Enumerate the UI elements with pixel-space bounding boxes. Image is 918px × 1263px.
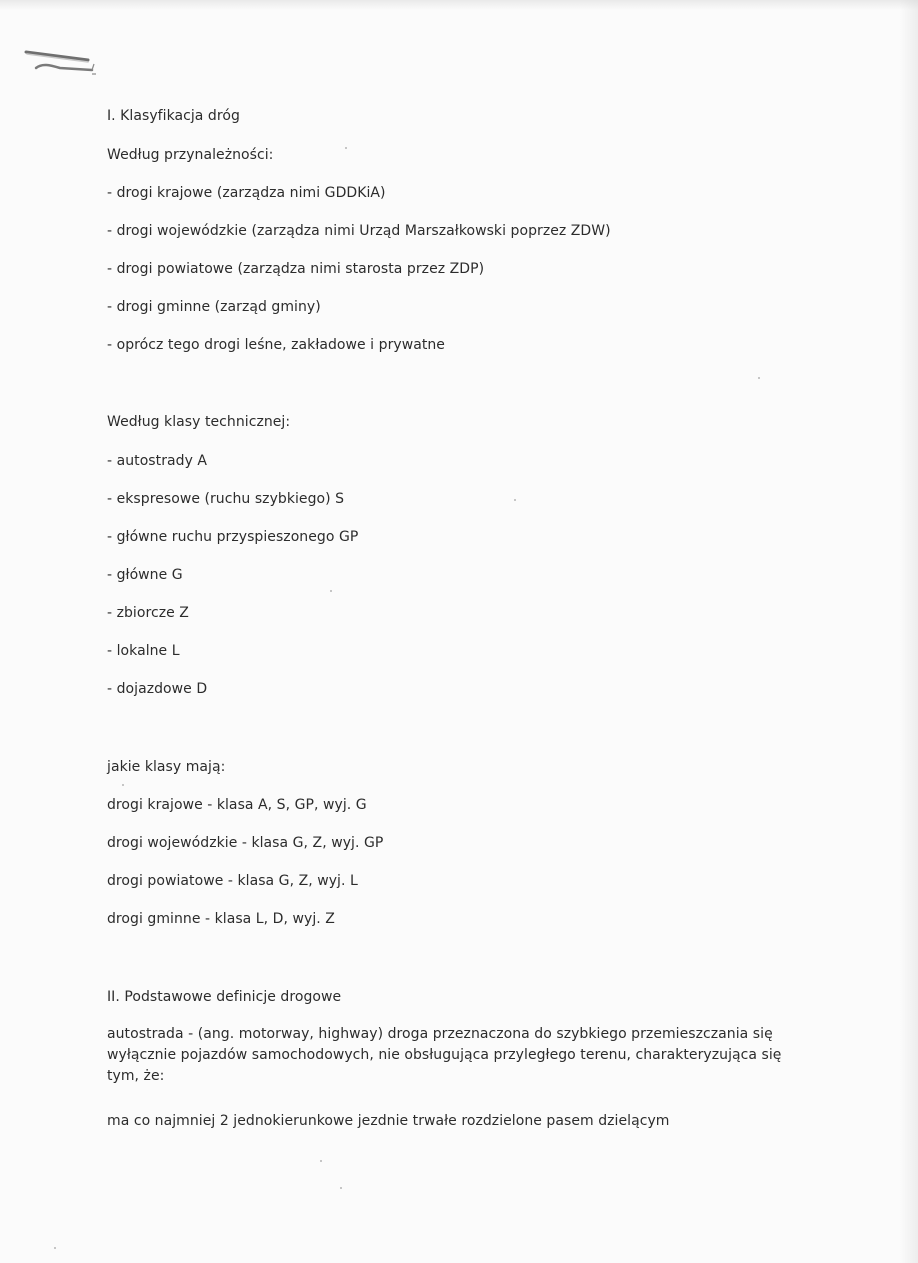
list-item: drogi powiatowe - klasa G, Z, wyj. L bbox=[107, 873, 358, 889]
motorway-feature: ma co najmniej 2 jednokierunkowe jezdnie trwałe rozdzielone pasem dzielącym bbox=[107, 1113, 670, 1129]
scan-speck bbox=[345, 147, 347, 149]
list-item: drogi wojewódzkie - klasa G, Z, wyj. GP bbox=[107, 835, 384, 851]
motorway-definition: autostrada - (ang. motorway, highway) droga przeznaczona do szybkiego przemieszczania się wyłącznie pojazdów samochodowych, nie obsługująca przyległego terenu, charakteryzująca się tym, że: bbox=[107, 1026, 782, 1084]
scan-speck bbox=[340, 1187, 342, 1189]
staple-mark-icon bbox=[18, 38, 108, 88]
classes-heading: jakie klasy mają: bbox=[107, 759, 226, 775]
list-item: - główne G bbox=[107, 567, 183, 583]
list-item: - drogi powiatowe (zarządza nimi starosta przez ZDP) bbox=[107, 261, 485, 277]
section-2-title: II. Podstawowe definicje drogowe bbox=[107, 989, 342, 1005]
list-item: - zbiorcze Z bbox=[107, 605, 189, 621]
list-item: - główne ruchu przyspieszonego GP bbox=[107, 529, 359, 545]
list-item: drogi krajowe - klasa A, S, GP, wyj. G bbox=[107, 797, 367, 813]
list-item: drogi gminne - klasa L, D, wyj. Z bbox=[107, 911, 335, 927]
page-top-shadow bbox=[0, 0, 918, 10]
scan-speck bbox=[514, 499, 516, 501]
section-1-title: I. Klasyfikacja dróg bbox=[107, 108, 240, 124]
scan-speck bbox=[320, 1160, 322, 1162]
list-item: - drogi gminne (zarząd gminy) bbox=[107, 299, 321, 315]
list-item: - autostrady A bbox=[107, 453, 208, 469]
list-item: - dojazdowe D bbox=[107, 681, 208, 697]
list-item: - lokalne L bbox=[107, 643, 180, 659]
page-right-shadow bbox=[900, 0, 918, 1263]
list-item: - drogi krajowe (zarządza nimi GDDKiA) bbox=[107, 185, 386, 201]
scan-speck bbox=[758, 377, 760, 379]
ownership-heading: Według przynależności: bbox=[107, 147, 274, 163]
list-item: - drogi wojewódzkie (zarządza nimi Urząd Marszałkowski poprzez ZDW) bbox=[107, 223, 611, 239]
scan-speck bbox=[54, 1247, 56, 1249]
scan-speck bbox=[330, 590, 332, 592]
technical-class-heading: Według klasy technicznej: bbox=[107, 414, 291, 430]
list-item: - oprócz tego drogi leśne, zakładowe i prywatne bbox=[107, 337, 445, 353]
list-item: - ekspresowe (ruchu szybkiego) S bbox=[107, 491, 345, 507]
scan-speck bbox=[122, 784, 124, 786]
